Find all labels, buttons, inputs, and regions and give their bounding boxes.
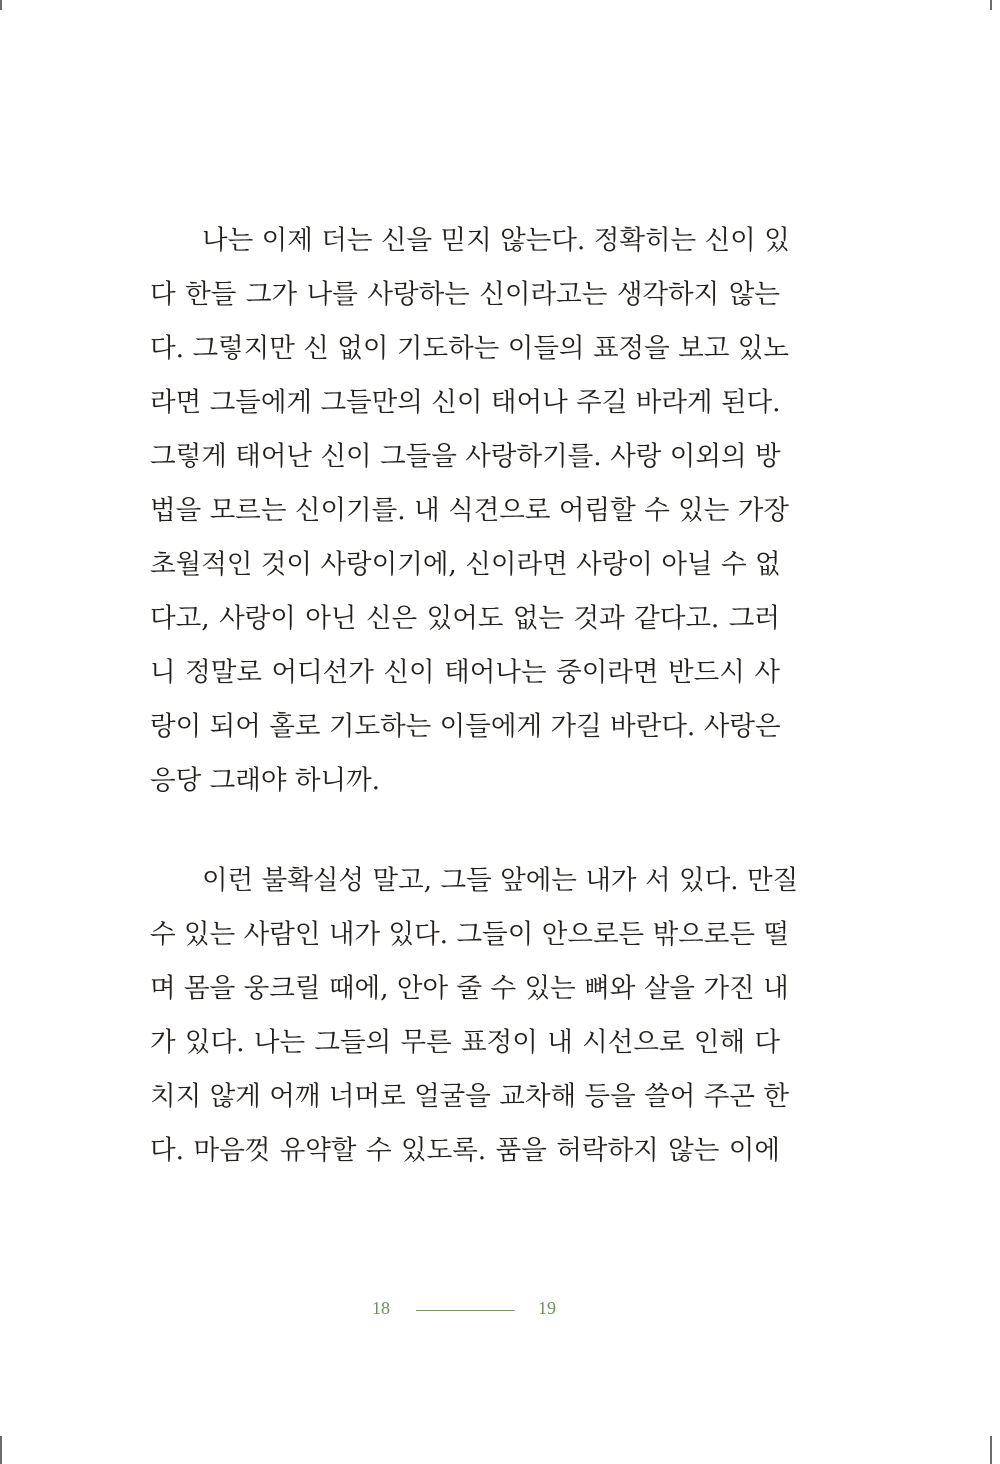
paragraph-2 [150, 854, 799, 1178]
text-line: 응당 그래야 하니까. [150, 765, 381, 796]
page-number-left: 18 [372, 1298, 390, 1318]
text-line: 그렇게 태어난 신이 그들을 사랑하기를. 사랑 이외의 방 [150, 441, 781, 472]
text-line: 초월적인 것이 사랑이기에, 신이라면 사랑이 아닐 수 없 [150, 549, 781, 580]
text-line: 다. 그렇지만 신 없이 기도하는 이들의 표정을 보고 있노 [150, 333, 789, 364]
crop-mark-top-right [990, 0, 992, 10]
text-line: 법을 모르는 신이기를. 내 식견으로 어림할 수 있는 가장 [150, 495, 789, 526]
text-line: 치지 않게 어깨 너머로 얼굴을 교차해 등을 쓸어 주곤 한 [150, 1081, 789, 1112]
text-line: 니 정말로 어디선가 신이 태어나는 중이라면 반드시 사 [150, 657, 780, 688]
text-line: 이런 불확실성 말고, 그들 앞에는 내가 서 있다. 만질 [202, 865, 799, 896]
crop-mark-bottom-right [990, 1436, 992, 1464]
text-line: 다고, 사랑이 아닌 신은 있어도 없는 것과 같다고. 그러 [150, 603, 780, 634]
text-line: 수 있는 사람인 내가 있다. 그들이 안으로든 밖으로든 떨 [150, 919, 789, 950]
crop-mark-top-left [0, 0, 2, 10]
text-line: 가 있다. 나는 그들의 무른 표정이 내 시선으로 인해 다 [150, 1027, 780, 1058]
text-line: 며 몸을 웅크릴 때에, 안아 줄 수 있는 뼈와 살을 가진 내 [150, 973, 789, 1004]
crop-mark-bottom-left [0, 1436, 2, 1464]
text-line: 다 한들 그가 나를 사랑하는 신이라고는 생각하지 않는 [150, 279, 780, 310]
text-line: 다. 마음껏 유약할 수 있도록. 품을 허락하지 않는 이에 [150, 1135, 780, 1166]
text-line: 나는 이제 더는 신을 믿지 않는다. 정확히는 신이 있 [202, 225, 790, 256]
page-number-right: 19 [538, 1298, 556, 1318]
text-line: 라면 그들에게 그들만의 신이 태어나 주길 바라게 된다. [150, 387, 781, 418]
folio-divider-rule [416, 1310, 515, 1311]
text-line: 랑이 되어 홀로 기도하는 이들에게 가길 바란다. 사랑은 [150, 711, 781, 742]
page-folio [372, 1298, 572, 1324]
paragraph-1 [150, 214, 790, 808]
